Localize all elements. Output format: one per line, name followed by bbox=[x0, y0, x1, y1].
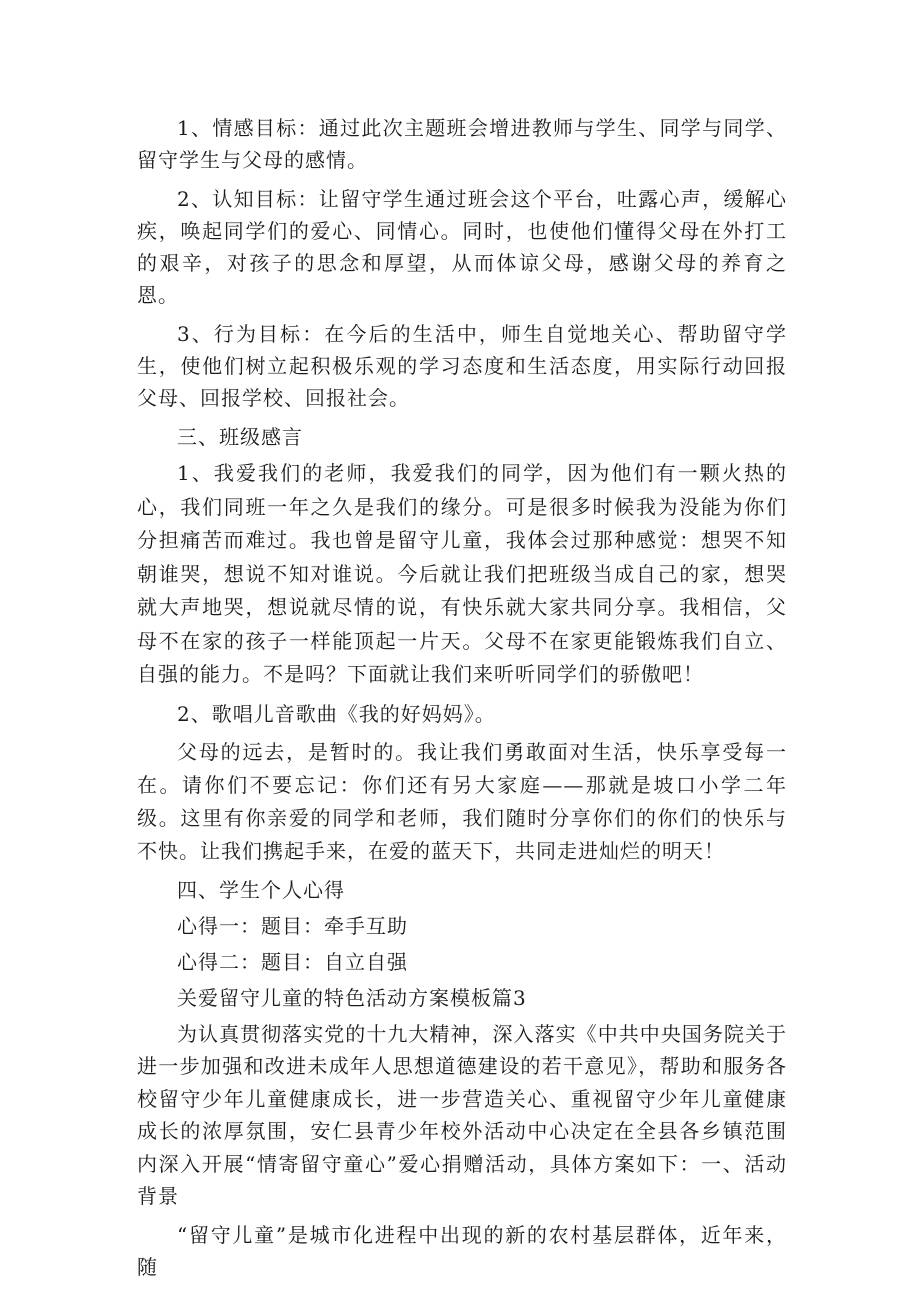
paragraph-song: 2、歌唱儿音歌曲《我的好妈妈》。 bbox=[177, 701, 496, 726]
paragraph-parents-away: 父母的远去，是暂时的。我让我们勇敢面对生活，快乐享受每一在。请你们不要忘记：你们还有另大家庭——那就是坡口小学二年级。这里有你亲爱的同学和老师，我们随时分享你们的你们的快乐与不快。让我们携起手来，在爱的蓝天下，共同走进灿烂的明天！ bbox=[137, 739, 787, 863]
document-title-part3: 关爱留守儿童的特色活动方案模板篇3 bbox=[177, 985, 527, 1010]
paragraph-behavior-goal: 3、行为目标：在今后的生活中，师生自觉地关心、帮助留守学生，使他们树立起积极乐观的学习态度和生活态度，用实际行动回报父母、回报学校、回报社会。 bbox=[137, 322, 787, 410]
reflection-item-1: 心得一：题目：牵手互助 bbox=[177, 913, 408, 938]
paragraph-class-words-1: 1、我爱我们的老师，我爱我们的同学，因为他们有一颗火热的心，我们同班一年之久是我们的缘分。可是很多时候我为没能为你们分担痛苦而难过。我也曾是留守儿童，我体会过那种感觉：想哭不知朝谁哭，想说不知对谁说。今后就让我们把班级当成自己的家，想哭就大声地哭，想说就尽情的说，有快乐就大家共同分享。我相信，父母不在家的孩子一样能顶起一片天。父母不在家更能锻炼我们自立、自强的能力。不是吗？下面就让我们来听听同学们的骄傲吧！ bbox=[137, 461, 787, 686]
paragraph-emotion-goal: 1、情感目标：通过此次主题班会增进教师与学生、同学与同学、留守学生与父母的感情。 bbox=[137, 116, 787, 172]
reflection-item-2: 心得二：题目：自立自强 bbox=[177, 949, 408, 974]
document-body bbox=[137, 112, 787, 1283]
paragraph-background: “留守儿童”是城市化进程中出现的新的农村基层群体，近年来，随 bbox=[137, 1222, 787, 1279]
section-heading-class-words: 三、班级感言 bbox=[177, 425, 303, 449]
paragraph-cognitive-goal: 2、认知目标：让留守学生通过班会这个平台，吐露心声，缓解心疾，唤起同学们的爱心、同情心。同时，也使他们懂得父母在外打工的艰辛，对孩子的思念和厚望，从而体谅父母，感谢父母的养育之恩。 bbox=[137, 187, 787, 307]
section-heading-student-reflections: 四、学生个人心得 bbox=[177, 877, 345, 902]
paragraph-implementation: 为认真贯彻落实党的十九大精神，深入落实《中共中央国务院关于进一步加强和改进未成年人思想道德建设的若干意见》，帮助和服务各校留守少年儿童健康成长，进一步营造关心、重视留守少年儿童健康成长的浓厚氛围，安仁县青少年校外活动中心决定在全县各乡镇范围内深入开展“情寄留守童心”爱心捐赠活动，具体方案如下：一、活动背景 bbox=[137, 1021, 787, 1208]
